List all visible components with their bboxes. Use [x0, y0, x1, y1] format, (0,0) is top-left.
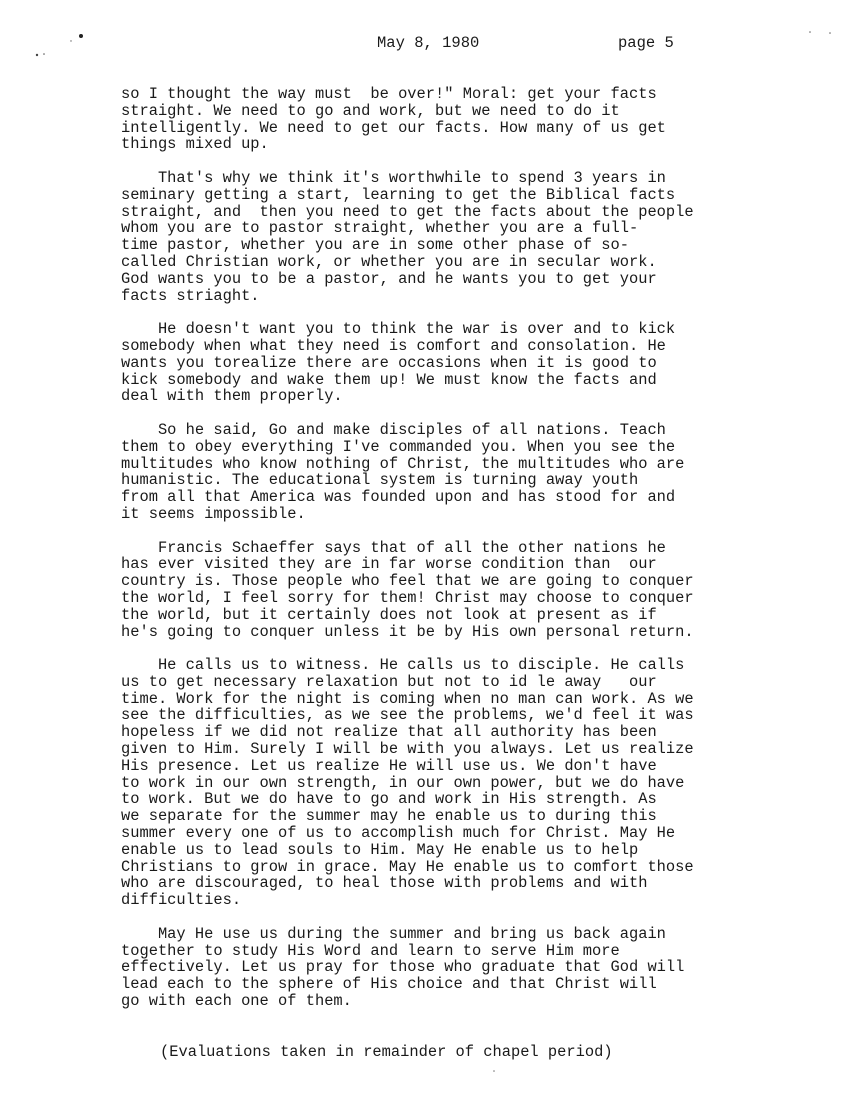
- text-line: from all that America was founded upon and has stood for and: [121, 488, 676, 507]
- text-line: time. Work for the night is coming when no man can work. As we: [121, 689, 694, 708]
- text-line: we separate for the summer may he enable us to during this: [121, 807, 657, 826]
- paragraph: [121, 422, 781, 523]
- text-line: straight, and then you need to get the facts about the people: [121, 202, 694, 221]
- text-line: He calls us to witness. He calls us to disciple. He calls: [121, 656, 685, 675]
- text-line: go with each one of them.: [121, 992, 352, 1011]
- text-line: he's going to conquer unless it be by His own personal return.: [121, 622, 694, 641]
- text-line: time pastor, whether you are in some other phase of so-: [121, 236, 629, 255]
- header-date: May 8, 1980: [377, 34, 480, 52]
- text-line: kick somebody and wake them up! We must know the facts and: [121, 370, 657, 389]
- paragraph: [121, 540, 781, 641]
- text-line: things mixed up.: [121, 135, 269, 154]
- paragraph: [121, 321, 781, 405]
- text-line: seminary getting a start, learning to get the Biblical facts: [121, 185, 676, 204]
- text-line: them to obey everything I've commanded you. When you see the: [121, 437, 676, 456]
- text-line: has ever visited they are in far worse condition than our: [121, 555, 657, 574]
- text-line: it seems impossible.: [121, 504, 306, 523]
- text-line: His presence. Let us realize He will use us. We don't have: [121, 756, 657, 775]
- text-line: multitudes who know nothing of Christ, the multitudes who are: [121, 454, 685, 473]
- text-line: who are discouraged, to heal those with problems and with: [121, 874, 648, 893]
- letter-body: [121, 86, 781, 1027]
- text-line: intelligently. We need to get our facts. How many of us get: [121, 118, 666, 137]
- text-line: straight. We need to go and work, but we need to do it: [121, 101, 620, 120]
- text-line: the world, but it certainly does not look at present as if: [121, 605, 657, 624]
- text-line: God wants you to be a pastor, and he wants you to get your: [121, 269, 657, 288]
- text-line: together to study His Word and learn to serve Him more: [121, 941, 620, 960]
- text-line: to work. But we do have to go and work in His strength. As: [121, 790, 657, 809]
- paragraph: [121, 657, 781, 909]
- paragraph: [121, 926, 781, 1010]
- text-line: to work in our own strength, in our own power, but we do have: [121, 773, 685, 792]
- text-line: called Christian work, or whether you are in secular work.: [121, 252, 657, 271]
- text-line: facts striaght.: [121, 286, 260, 305]
- text-line: Francis Schaeffer says that of all the other nations he: [121, 538, 666, 557]
- closing-note: (Evaluations taken in remainder of chapel period): [160, 1043, 613, 1061]
- text-line: hopeless if we did not realize that all authority has been: [121, 723, 657, 742]
- text-line: summer every one of us to accomplish much for Christ. May He: [121, 824, 676, 843]
- text-line: whom you are to pastor straight, whether you are a full-: [121, 219, 639, 238]
- text-line: humanistic. The educational system is turning away youth: [121, 471, 639, 490]
- page-number: page 5: [618, 34, 674, 52]
- text-line: country is. Those people who feel that we are going to conquer: [121, 572, 694, 591]
- text-line: difficulties.: [121, 891, 242, 910]
- text-line: lead each to the sphere of His choice and that Christ will: [121, 975, 657, 994]
- text-line: effectively. Let us pray for those who graduate that God will: [121, 958, 685, 977]
- text-line: That's why we think it's worthwhile to spend 3 years in: [121, 168, 666, 187]
- text-line: He doesn't want you to think the war is over and to kick: [121, 320, 676, 339]
- page-header: [0, 34, 852, 56]
- text-line: us to get necessary relaxation but not to id le away our: [121, 672, 657, 691]
- text-line: wants you torealize there are occasions when it is good to: [121, 353, 657, 372]
- paragraph: [121, 170, 781, 304]
- text-line: deal with them properly.: [121, 387, 343, 406]
- text-line: May He use us during the summer and bring us back again: [121, 924, 666, 943]
- paragraph: [121, 86, 781, 153]
- text-line: enable us to lead souls to Him. May He enable us to help: [121, 840, 639, 859]
- text-line: So he said, Go and make disciples of all nations. Teach: [121, 420, 666, 439]
- text-line: given to Him. Surely I will be with you always. Let us realize: [121, 740, 694, 759]
- text-line: somebody when what they need is comfort and consolation. He: [121, 336, 666, 355]
- text-line: the world, I feel sorry for them! Christ may choose to conquer: [121, 588, 694, 607]
- text-line: see the difficulties, as we see the problems, we'd feel it was: [121, 706, 694, 725]
- text-line: Christians to grow in grace. May He enable us to comfort those: [121, 857, 694, 876]
- text-line: so I thought the way must be over!" Moral: get your facts: [121, 85, 657, 103]
